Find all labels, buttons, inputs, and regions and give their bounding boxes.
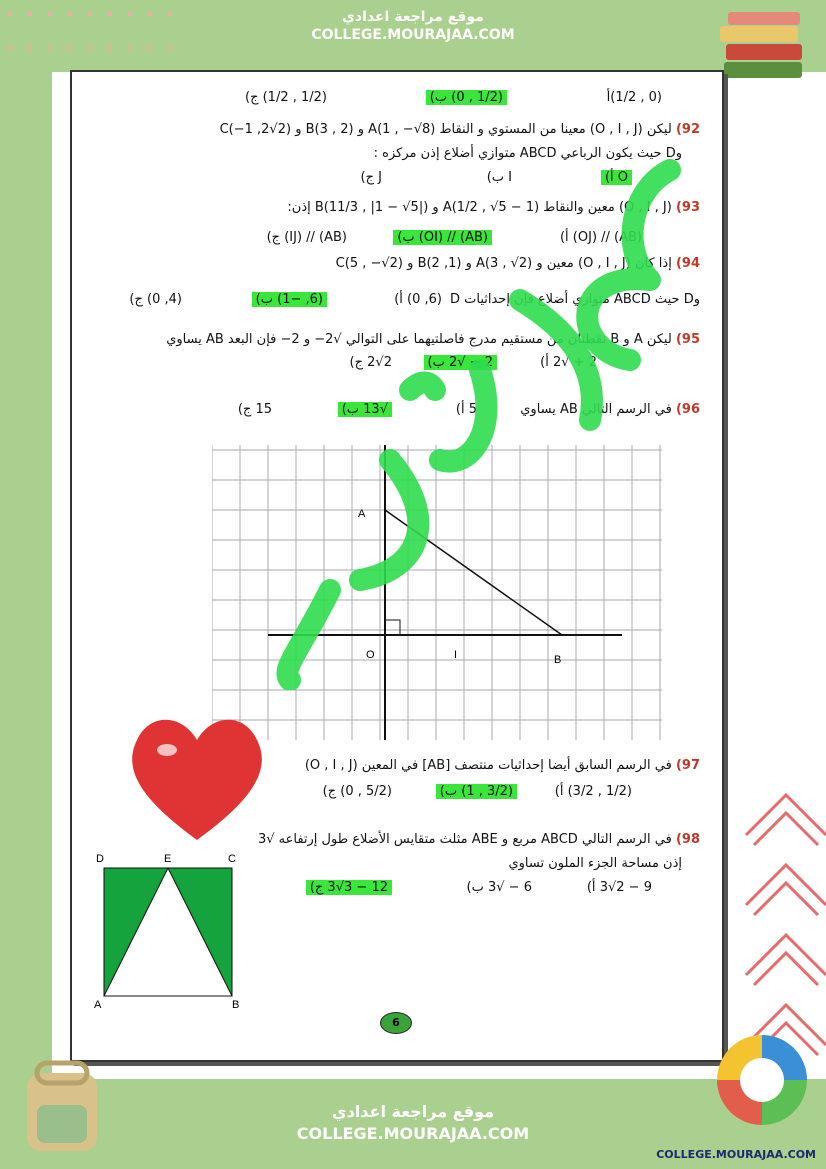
square-diagram <box>92 850 252 1015</box>
right-angle-mark <box>385 620 400 635</box>
books-icon <box>716 10 806 85</box>
q97-text: في الرسم السابق أيضا إحداثيات منتصف [AB] في المعين (O , I , J) <box>304 758 672 773</box>
q96-number: 96) <box>675 402 700 417</box>
grid-lines <box>212 445 662 740</box>
q95-text: ليكن A و B نقطتان من مستقيم مدرج فاصلتيهما على التوالي √2− و 2− فإن البعد AB يساوي <box>166 332 672 347</box>
q91-option-b: (1/2 , 0) ب) <box>426 90 507 105</box>
square-label-e: E <box>164 853 172 865</box>
square-label-a: A <box>94 999 102 1011</box>
q92-option-a: O أ) <box>601 170 632 185</box>
q92-text-2: وD حيث يكون الرباعي ABCD متوازي أضلاع إذن مركزه : <box>373 146 682 161</box>
q95-option-a: 2 + √2 أ) <box>540 355 597 370</box>
q92-number: 92) <box>675 122 700 137</box>
q94-option-b: (6, −1) ب) <box>252 292 327 307</box>
q94-text-2: وD حيث ABCD متوازي أضلاع فإن إحداثيات D <box>449 292 700 307</box>
q98-number: 98) <box>675 832 700 847</box>
q94-number: 94) <box>675 256 700 271</box>
footer-site-url: COLLEGE.MOURAJAA.COM <box>296 1124 530 1143</box>
header-site-url: COLLEGE.MOURAJAA.COM <box>311 27 515 43</box>
square-label-b: B <box>232 999 240 1011</box>
square-label-d: D <box>96 853 104 865</box>
q94-option-a: (6, 0) أ) <box>394 292 442 307</box>
page-number-badge <box>380 1012 412 1034</box>
footer-pill[interactable] <box>263 1087 563 1159</box>
footer-logo-text: COLLEGE.MOURAJAA.COM <box>656 1148 816 1161</box>
q92-option-c: J ج) <box>360 170 382 185</box>
q97-number: 97) <box>675 758 700 773</box>
backpack-icon <box>15 1055 110 1155</box>
q98-text-2: إذن مساحة الجزء الملون تساوي <box>508 856 682 871</box>
q92-option-b: I ب) <box>486 170 512 185</box>
q97-option-a: (1/2 , 3/2) أ) <box>554 784 632 799</box>
square-label-c: C <box>228 853 236 865</box>
q93-option-a: (AB) // (OJ) أ) <box>559 230 642 245</box>
q94-option-c: (4, 0) ج) <box>129 292 182 307</box>
q93-text: (O , I , J) معين والنقاط A(1/2 , √5 − 1) و B(11/3 , |1 − √5|) إذن: <box>287 200 672 215</box>
left-band <box>0 0 52 1169</box>
heart-icon <box>122 700 272 850</box>
school-logo-icon <box>712 1025 812 1140</box>
q97-option-b: (3/2 , 1) ب) <box>436 784 517 799</box>
q95-option-b: 2 − √2 ب) <box>424 355 497 370</box>
q96-option-b: √13 ب) <box>338 402 392 417</box>
q93-number: 93) <box>675 200 700 215</box>
segment-ab <box>385 510 562 635</box>
q94-text: إذا كان (O , I , J) معين و A(3 , √2) و B(2 ,1) و C(5 , −√2) <box>335 256 672 271</box>
q98-option-a: 9 − 2√3 أ) <box>586 880 652 895</box>
q96-text: في الرسم التالي AB يساوي <box>520 402 672 417</box>
q98-option-c: 12 − 3√3 ج) <box>306 880 392 895</box>
q92-text: ليكن (O , I , J) معينا من المستوي و النقاط A(1 , −√8) و B(3 , 2) و C(−1 ,2√2) <box>219 122 672 137</box>
header-site-name: موقع مراجعة اعدادي <box>342 9 484 25</box>
q98-option-b: 6 − √3 ب) <box>466 880 532 895</box>
q97-option-c: (5/2 , 0) ج) <box>322 784 392 799</box>
footer-site-name: موقع مراجعة اعدادي <box>331 1102 495 1121</box>
q95-number: 95) <box>675 332 700 347</box>
q91-option-c: (1/2 , 1/2) ج) <box>245 90 327 105</box>
q98-text: في الرسم التالي ABCD مربع و ABE مثلث متقايس الأضلاع طول إرتفاعه √3 <box>257 832 672 847</box>
page-number: 6 <box>392 1016 400 1029</box>
header-pill[interactable] <box>268 0 558 60</box>
q93-option-c: (AB) // (IJ) ج) <box>266 230 347 245</box>
q96-option-c: 15 ج) <box>237 402 272 417</box>
coordinate-grid <box>212 445 662 740</box>
q95-option-c: 2√2 ج) <box>349 355 392 370</box>
label-o: O <box>366 649 375 661</box>
label-i: I <box>454 649 458 661</box>
q93-option-b: (AB) // (OI) ب) <box>393 230 492 245</box>
label-a: A <box>358 508 366 520</box>
q96-option-a: 5 أ) <box>455 402 477 417</box>
label-b: B <box>554 654 562 666</box>
q91-option-a: (0 , 1/2)أ <box>606 90 662 105</box>
